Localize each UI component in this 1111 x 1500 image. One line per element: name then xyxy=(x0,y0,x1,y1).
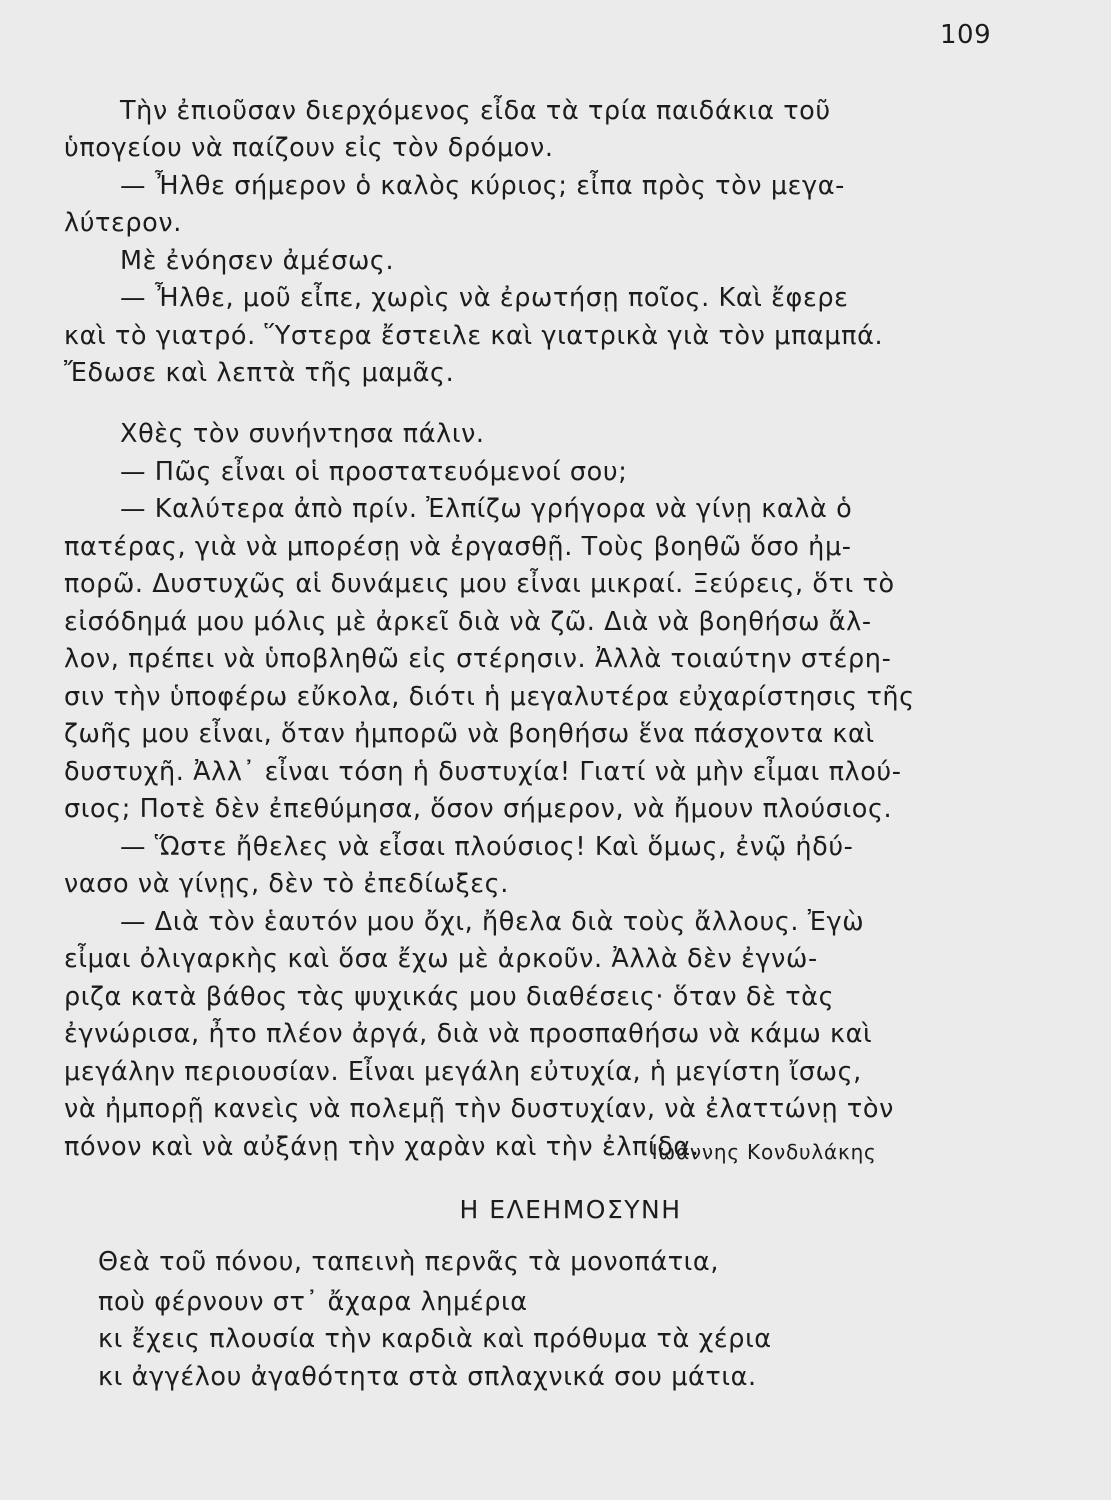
prose-line: Χθὲς τὸν συνήντησα πάλιν. xyxy=(120,419,485,449)
prose-line: εἶμαι ὀλιγαρκὴς καὶ ὅσα ἔχω μὲ ἀρκοῦν. Ἀλλὰ δὲν ἐγνώ- xyxy=(64,944,818,974)
poem-line: ποὺ φέρνουν στ᾿ ἄχαρα λημέρια xyxy=(98,1287,528,1317)
prose-line: — Καλύτερα ἀπὸ πρίν. Ἐλπίζω γρήγορα νὰ γίνῃ καλὰ ὁ xyxy=(120,494,853,524)
prose-line: ἐγνώρισα, ἦτο πλέον ἀργά, διὰ νὰ προσπαθήσω νὰ κάμω καὶ xyxy=(64,1019,873,1049)
poem-title: Η ΕΛΕΗΜΟΣΥΝΗ xyxy=(459,1195,682,1224)
prose-line: σιν τὴν ὑποφέρω εὔκολα, διότι ἡ μεγαλυτέρα εὐχαρίστησις τῆς xyxy=(64,682,915,712)
prose-line: — Διὰ τὸν ἑαυτόν μου ὄχι, ἤθελα διὰ τοὺς ἄλλους. Ἐγὼ xyxy=(120,907,865,937)
prose-line: Ἔδωσε καὶ λεπτὰ τῆς μαμᾶς. xyxy=(64,358,455,388)
poem-line: κι ἔχεις πλουσία τὴν καρδιὰ καὶ πρόθυμα τὰ χέρια xyxy=(98,1324,772,1354)
prose-line: δυστυχῆ. Ἀλλ᾿ εἶναι τόση ἡ δυστυχία! Γιατί νὰ μὴν εἶμαι πλού- xyxy=(64,757,902,787)
prose-line: πορῶ. Δυστυχῶς αἱ δυνάμεις μου εἶναι μικραί. Ξεύρεις, ὅτι τὸ xyxy=(64,569,895,599)
prose-line: ὑπογείου νὰ παίζουν εἰς τὸν δρόμον. xyxy=(64,133,554,163)
prose-line: εἰσόδημά μου μόλις μὲ ἀρκεῖ διὰ νὰ ζῶ. Διὰ νὰ βοηθήσω ἄλ- xyxy=(64,607,872,637)
prose-line: καὶ τὸ γιατρό. Ὕστερα ἔστειλε καὶ γιατρικὰ γιὰ τὸν μπαμπά. xyxy=(64,321,884,351)
prose-line: ριζα κατὰ βάθος τὰς ψυχικάς μου διαθέσεις· ὅταν δὲ τὰς xyxy=(64,982,835,1012)
poem-line: Θεὰ τοῦ πόνου, ταπεινὴ περνᾶς τὰ μονοπάτια, xyxy=(98,1247,720,1277)
author-signature: Ἰωάννης Κονδυλάκης xyxy=(650,1140,877,1164)
prose-line: Τὴν ἐπιοῦσαν διερχόμενος εἶδα τὰ τρία παιδάκια τοῦ xyxy=(120,96,831,126)
poem-line: κι ἀγγέλου ἀγαθότητα στὰ σπλαχνικά σου μάτια. xyxy=(98,1362,757,1392)
prose-line: — Πῶς εἶναι οἱ προστατευόμενοί σου; xyxy=(120,457,628,487)
prose-line: πατέρας, γιὰ νὰ μπορέσῃ νὰ ἐργασθῇ. Τοὺς βοηθῶ ὅσο ἠμ- xyxy=(64,532,852,562)
prose-line: νασο νὰ γίνῃς, δὲν τὸ ἐπεδίωξες. xyxy=(64,869,509,899)
prose-line: σιος; Ποτὲ δὲν ἐπεθύμησα, ὅσον σήμερον, νὰ ἤμουν πλούσιος. xyxy=(64,794,893,824)
prose-line: — Ὥστε ἤθελες νὰ εἶσαι πλούσιος! Καὶ ὅμως, ἐνῷ ἠδύ- xyxy=(120,832,854,862)
page-number: 109 xyxy=(940,20,992,50)
prose-line: λύτερον. xyxy=(64,208,182,238)
prose-line: ζωῆς μου εἶναι, ὅταν ἠμπορῶ νὰ βοηθήσω ἕνα πάσχοντα καὶ xyxy=(64,719,875,749)
prose-line: Μὲ ἐνόησεν ἀμέσως. xyxy=(120,246,395,276)
prose-line: νὰ ἠμπορῇ κανεὶς νὰ πολεμῇ τὴν δυστυχίαν, νὰ ἐλαττώνῃ τὸν xyxy=(64,1094,894,1124)
prose-line: λον, πρέπει νὰ ὑποβληθῶ εἰς στέρησιν. Ἀλλὰ τοιαύτην στέρη- xyxy=(64,644,892,674)
prose-line: μεγάλην περιουσίαν. Εἶναι μεγάλη εὐτυχία, ἡ μεγίστη ἴσως, xyxy=(64,1057,862,1087)
prose-line: — Ἦλθε σήμερον ὁ καλὸς κύριος; εἶπα πρὸς τὸν μεγα- xyxy=(120,171,845,201)
prose-line: — Ἦλθε, μοῦ εἶπε, χωρὶς νὰ ἐρωτήσῃ ποῖος. Καὶ ἔφερε xyxy=(120,283,849,313)
prose-line: πόνον καὶ νὰ αὐξάνῃ τὴν χαρὰν καὶ τὴν ἐλπίδα. xyxy=(64,1132,700,1162)
